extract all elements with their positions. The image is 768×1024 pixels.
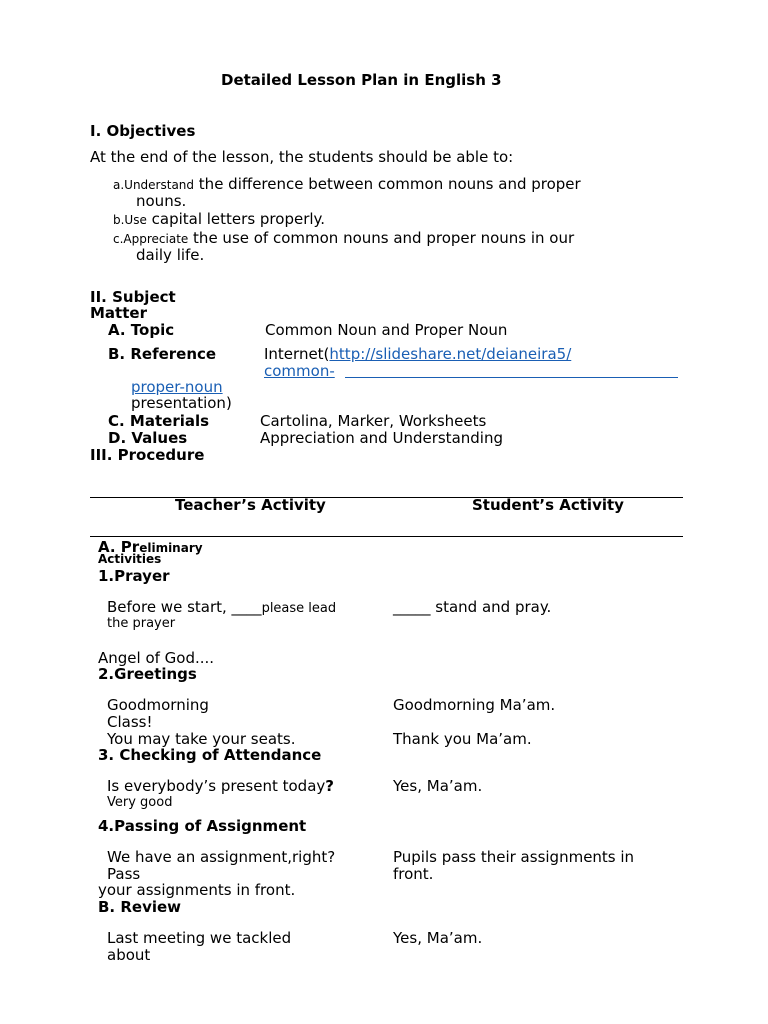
reference-prefix: Internet(	[264, 345, 330, 363]
prayer-student: _____ stand and pray.	[393, 598, 552, 616]
prayer-extra: Angel of God....	[98, 649, 215, 667]
subject-matter-heading-2: Matter	[90, 304, 147, 322]
objective-c-text: the use of common nouns and proper nouns in our	[188, 229, 575, 247]
reference-link-cont[interactable]: common-	[264, 362, 335, 380]
prayer-heading: 1.Prayer	[98, 567, 170, 585]
col-teacher-header: Teacher’s Activity	[175, 496, 326, 514]
preliminary-line2: Activities	[98, 552, 162, 566]
objective-c-prefix: c.Appreciate	[113, 232, 189, 246]
attendance-teacher-2: Very good	[107, 795, 173, 810]
review-heading: B. Review	[98, 898, 182, 916]
col-student-header: Student’s Activity	[472, 496, 624, 514]
objective-b	[113, 210, 325, 228]
reference-link[interactable]: http://slideshare.net/deianeira5/	[329, 345, 572, 363]
assignment-student-1: Pupils pass their assignments in	[393, 848, 635, 866]
objective-a-cont: nouns.	[136, 192, 187, 210]
objective-b-prefix: b.Use	[113, 213, 147, 227]
assignment-teacher-2: Pass	[107, 865, 141, 883]
prayer-teacher-b: please lead	[261, 601, 337, 616]
attendance-student: Yes, Ma’am.	[393, 777, 483, 795]
attendance-teacher-1	[107, 777, 334, 795]
review-teacher-2: about	[107, 946, 151, 964]
objective-a-text: the difference between common nouns and proper	[194, 175, 581, 193]
values-value: Appreciation and Understanding	[260, 429, 503, 447]
objective-b-text: capital letters properly.	[146, 210, 326, 228]
assignment-teacher-1: We have an assignment,right?	[107, 848, 336, 866]
reference-suffix: presentation)	[131, 394, 232, 412]
greetings-teacher-3: You may take your seats.	[107, 730, 296, 748]
values-label: D. Values	[108, 429, 188, 447]
greetings-student-1: Goodmorning Ma’am.	[393, 696, 556, 714]
greetings-teacher-1: Goodmorning	[107, 696, 209, 714]
objective-c	[113, 229, 574, 247]
reference-label: B. Reference	[108, 345, 217, 363]
reference-link-cont-2[interactable]: proper-noun	[131, 378, 223, 396]
attendance-question-mark: ?	[325, 777, 334, 795]
review-student: Yes, Ma’am.	[393, 929, 483, 947]
assignment-teacher-3: your assignments in front.	[98, 881, 296, 899]
materials-value: Cartolina, Marker, Worksheets	[260, 412, 487, 430]
objective-a-prefix: a.Understand	[113, 178, 195, 192]
materials-label: C. Materials	[108, 412, 210, 430]
topic-label: A. Topic	[108, 321, 175, 339]
prayer-teacher-c: the prayer	[107, 616, 176, 631]
attendance-teacher-text: Is everybody’s present today	[107, 777, 326, 795]
greetings-heading: 2.Greetings	[98, 665, 197, 683]
reference-link-underline	[345, 377, 678, 378]
attendance-heading: 3. Checking of Attendance	[98, 746, 322, 764]
objectives-heading: I. Objectives	[90, 122, 196, 140]
review-teacher-1: Last meeting we tackled	[107, 929, 292, 947]
objective-a	[113, 175, 581, 193]
preliminary-small: eliminary	[139, 541, 203, 555]
procedure-heading: III. Procedure	[90, 446, 205, 464]
greetings-student-2: Thank you Ma’am.	[393, 730, 532, 748]
assignment-heading: 4.Passing of Assignment	[98, 817, 307, 835]
reference-line-1	[264, 345, 571, 363]
prayer-teacher	[107, 598, 336, 616]
preliminary-big: A. Pr	[98, 538, 140, 556]
objectives-intro: At the end of the lesson, the students should be able to:	[90, 148, 514, 166]
subject-matter-heading-1: II. Subject	[90, 288, 176, 306]
topic-value: Common Noun and Proper Noun	[265, 321, 508, 339]
greetings-teacher-2: Class!	[107, 713, 153, 731]
document-title: Detailed Lesson Plan in English 3	[221, 71, 502, 89]
prayer-teacher-a: Before we start, ____	[107, 598, 262, 616]
assignment-student-2: front.	[393, 865, 434, 883]
objective-c-cont: daily life.	[136, 246, 205, 264]
